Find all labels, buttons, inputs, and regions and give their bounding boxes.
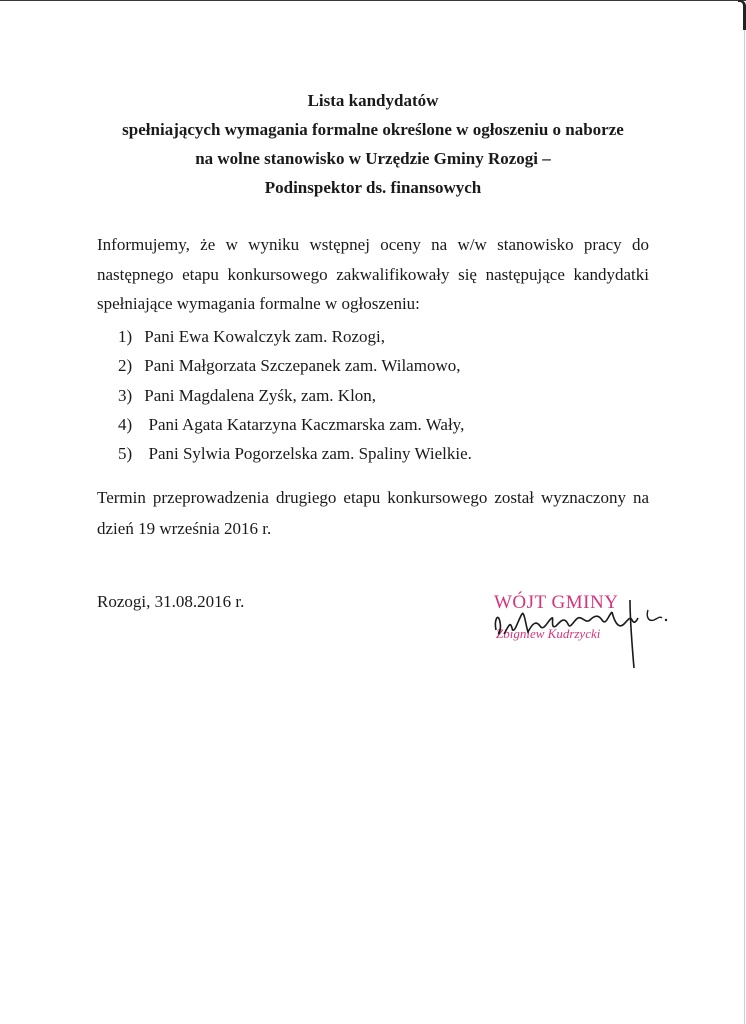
candidate-list <box>118 322 638 468</box>
heading-line: Lista kandydatów <box>307 91 439 110</box>
closing-paragraph <box>97 482 649 544</box>
list-item <box>118 351 638 380</box>
intro-line: spełniające wymagania formalne w ogłoszeniu: <box>97 294 420 313</box>
document-heading <box>0 86 746 202</box>
stamp-title: WÓJT GMINY <box>494 592 619 613</box>
candidate-text: Pani Magdalena Zyśk, zam. Klon, <box>144 385 377 405</box>
scan-edge <box>0 0 746 1</box>
list-item <box>118 322 638 351</box>
closing-line: Termin przeprowadzenia drugiego etapu konkursowego został wyznaczony na <box>97 488 649 507</box>
list-item <box>118 410 638 439</box>
candidate-text: Pani Małgorzata Szczepanek zam. Wilamowo, <box>144 356 461 376</box>
list-item <box>118 381 638 410</box>
list-number: 1) <box>118 327 133 346</box>
list-item <box>118 439 638 468</box>
closing-line: dzień 19 września 2016 r. <box>97 519 272 538</box>
handwritten-signature <box>490 590 670 680</box>
list-number: 3) <box>118 385 133 405</box>
place-and-date: Rozogi, 31.08.2016 r. <box>97 592 245 611</box>
scan-corner <box>738 0 746 30</box>
candidate-text: Pani Sylwia Pogorzelska zam. Spaliny Wielkie. <box>148 444 472 464</box>
intro-line: następnego etapu konkursowego zakwalifikowały się następujące kandydatki <box>97 264 649 284</box>
list-number: 5) <box>118 444 133 464</box>
list-number: 4) <box>118 414 133 434</box>
official-stamp <box>490 590 670 680</box>
candidate-text: Pani Ewa Kowalczyk zam. Rozogi, <box>144 327 386 346</box>
heading-line: na wolne stanowisko w Urzędzie Gminy Rozogi – <box>195 149 551 168</box>
heading-line: Podinspektor ds. finansowych <box>264 178 482 197</box>
heading-line: spełniających wymagania formalne określone w ogłoszeniu o naborze <box>122 120 624 139</box>
list-number: 2) <box>118 356 133 376</box>
intro-paragraph <box>97 230 649 319</box>
stamp-name: Zbigniew Kudrzycki <box>496 626 601 641</box>
intro-line: Informujemy, że w wyniku wstępnej oceny na w/w stanowisko pracy do <box>97 235 649 254</box>
candidate-text: Pani Agata Katarzyna Kaczmarska zam. Wały, <box>148 414 465 434</box>
